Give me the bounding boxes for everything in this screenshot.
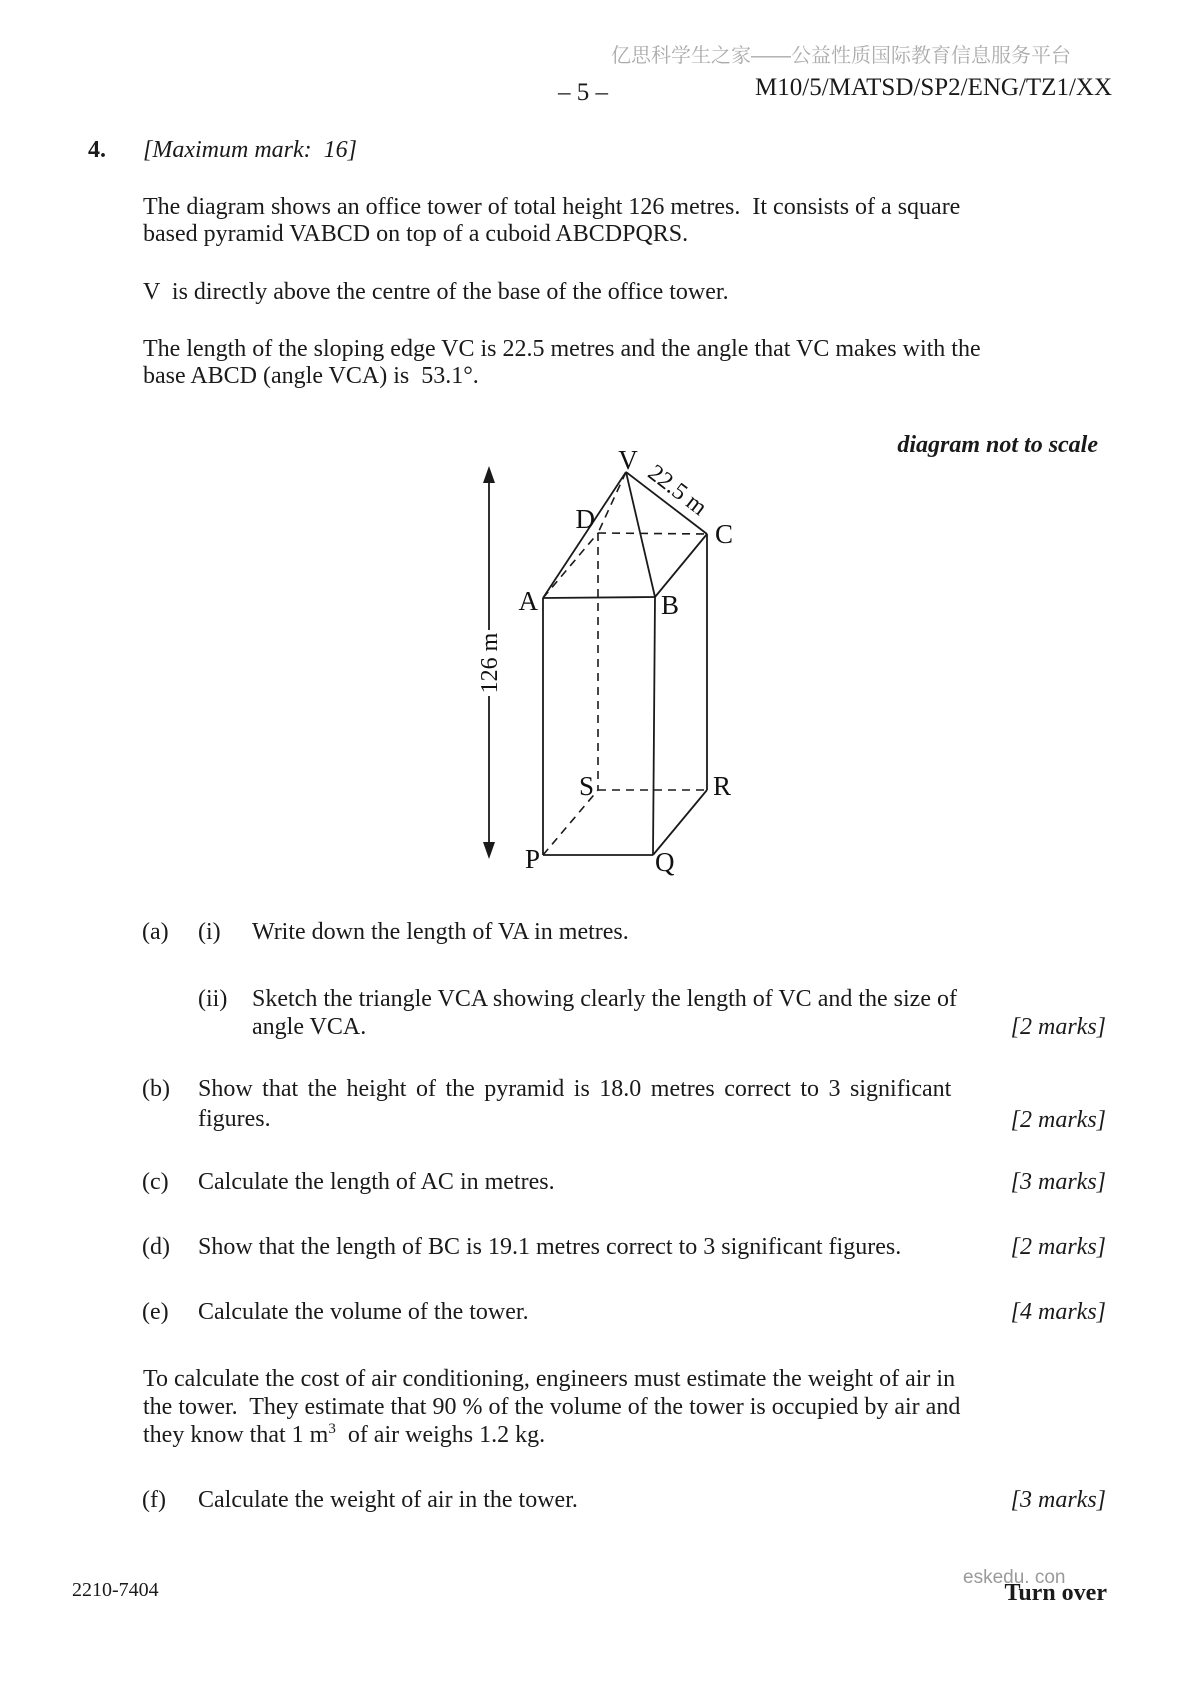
intro-line-1: The diagram shows an office tower of total height 126 metres. It consists of a square [143, 194, 961, 220]
part-e-label: (e) [142, 1299, 169, 1325]
part-e-text: Calculate the volume of the tower. [198, 1299, 529, 1325]
air-para-line-3-post: of air weighs 1.2 kg. [335, 1422, 546, 1448]
vertex-label-a: A [518, 586, 538, 616]
vertex-label-s: S [578, 771, 594, 801]
air-para-line-3 [143, 1423, 545, 1447]
part-a-ii-text-line-2: angle VCA. [252, 1014, 367, 1040]
air-para-line-2: the tower. They estimate that 90 % of the volume of the tower is occupied by air and [143, 1394, 961, 1420]
para-vc-line-2: base ABCD (angle VCA) is 53.1°. [143, 363, 479, 389]
part-a-i-text: Write down the length of VA in metres. [252, 919, 629, 945]
diagram-solid-edges [543, 472, 707, 855]
top-watermark: 亿思科学生之家——公益性质国际教育信息服务平台 [611, 45, 1071, 67]
max-mark: [Maximum mark: 16] [143, 137, 357, 163]
arrowhead-down-icon [483, 842, 495, 859]
edge-length-label: 22.5 m [642, 459, 712, 522]
para-vc-line-1: The length of the sloping edge VC is 22.5 metres and the angle that VC makes with the [143, 336, 981, 362]
air-para-line-3-pre: they know that 1 m [143, 1422, 329, 1448]
bottom-watermark: eskedu. con [963, 1567, 1066, 1588]
turn-over-label: Turn over [1004, 1580, 1107, 1606]
part-a-ii-numeral: (ii) [198, 986, 228, 1012]
part-c-text: Calculate the length of AC in metres. [198, 1169, 555, 1195]
diagram-hidden-edges [543, 472, 707, 855]
para-v: V is directly above the centre of the base of the office tower. [143, 279, 729, 305]
vertex-label-q: Q [655, 847, 675, 877]
height-dimension-label: 126 m [477, 632, 503, 694]
part-b-text-line-1: Show that the height of the pyramid is 18.0 metres correct to 3 significant [198, 1076, 952, 1102]
vertex-label-c: C [715, 519, 734, 549]
part-f-marks: [3 marks] [1010, 1487, 1106, 1513]
part-c-marks: [3 marks] [1010, 1169, 1106, 1195]
question-number: 4. [88, 137, 106, 163]
part-d-text: Show that the length of BC is 19.1 metres correct to 3 significant figures. [198, 1234, 902, 1260]
part-d-label: (d) [142, 1234, 170, 1260]
vertex-label-r: R [713, 771, 732, 801]
part-b-marks: [2 marks] [1010, 1107, 1106, 1133]
intro-line-2: based pyramid VABCD on top of a cuboid ABCDPQRS. [143, 221, 689, 247]
part-a-ii-text-line-1: Sketch the triangle VCA showing clearly the length of VC and the size of [252, 986, 957, 1012]
not-to-scale-note: diagram not to scale [897, 432, 1098, 458]
part-d-marks: [2 marks] [1010, 1234, 1106, 1260]
vertex-label-p: P [524, 844, 540, 874]
part-c-label: (c) [142, 1169, 169, 1195]
cubed-superscript: 3 [328, 1421, 336, 1437]
part-e-marks: [4 marks] [1010, 1299, 1106, 1325]
air-para-line-1: To calculate the cost of air conditioning, engineers must estimate the weight of air in [143, 1366, 956, 1392]
tower-diagram [420, 420, 800, 890]
vertex-label-d: D [575, 504, 595, 534]
part-a-label: (a) [142, 919, 169, 945]
footer-code: 2210-7404 [72, 1579, 159, 1601]
part-a-ii-marks: [2 marks] [1010, 1014, 1106, 1040]
vertex-label-b: B [661, 590, 680, 620]
part-f-text: Calculate the weight of air in the tower. [198, 1487, 578, 1513]
part-b-text-line-2: figures. [198, 1106, 271, 1132]
part-b-label: (b) [142, 1076, 170, 1102]
paper-code: M10/5/MATSD/SP2/ENG/TZ1/XX [755, 74, 1112, 101]
page-number: – 5 – [558, 79, 608, 106]
part-a-i-numeral: (i) [198, 919, 221, 945]
part-f-label: (f) [142, 1487, 166, 1513]
arrowhead-up-icon [483, 466, 495, 483]
vertex-label-v: V [618, 445, 638, 475]
